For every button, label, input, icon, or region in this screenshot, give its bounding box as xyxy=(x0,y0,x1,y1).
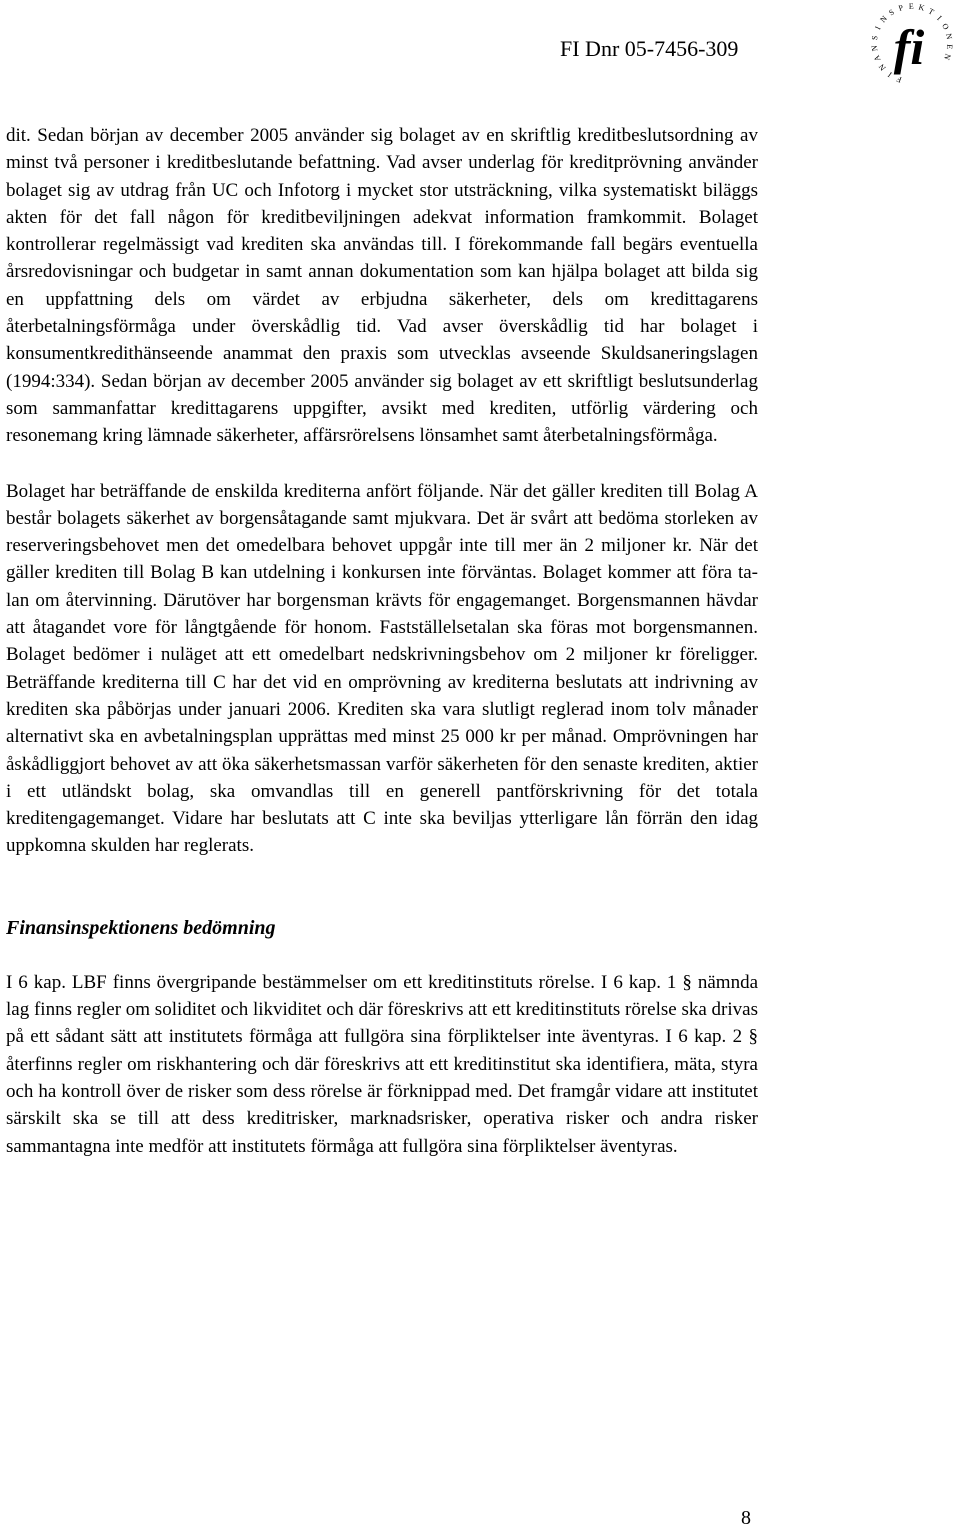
finansinspektionen-logo xyxy=(868,0,960,86)
page-number: 8 xyxy=(741,1507,751,1529)
logo-letter: I xyxy=(886,70,894,79)
logo-letter: N xyxy=(869,44,880,52)
logo-letter: N xyxy=(943,32,954,41)
body-paragraph-2: Bolaget har beträffande de enskilda krediterna anfört följande. När det gäller krediten till Bolag A består bolagets säkerhet av borgensåtagande samt mjukvara. Det är svårt att bedöma storleken av reserveringsbehovet men det omedelbara behovet uppgår inte till mer än 2 miljoner kr. När det gäller krediten till Bolag B kan utdelning i konkursen inte förväntas. Bolaget kommer att föra talan om återvinning. Därutöver har borgensman krävts för engagemanget. Borgensmannen hävdar att åtagandet vore för långtgående för honom. Fastställelsetalan ska föras mot borgensmannen. Bolaget bedömer i nuläget att ett omedelbart nedskrivningsbehov om 2 miljoner kr föreligger. Beträffande krediterna till C har det vid en omprövning av krediterna beslutats att indrivning av krediten ska påbörjas under januari 2006. Krediten ska vara slutligt reglerad inom tolv månader alternativt ska en avbetalningsplan upprättas med minst 25 000 kr per månad. Omprövningen har åskådliggjort behovet av att öka säkerhetsmassan varför säkerheten för den senaste krediten, aktier i ett utländskt bolag, ska omvandlas till en generell pantförskrivning för det totala kreditengagemanget. Vidare har beslutats att C inte ska beviljas ytterligare lån förrän den idag uppkomna skulden har reglerats. xyxy=(6,480,758,857)
logo-letter: T xyxy=(926,6,936,17)
document-body xyxy=(6,122,758,1160)
logo-letter: F xyxy=(895,74,903,85)
logo-letter: N xyxy=(877,62,888,73)
document-reference: FI Dnr 05-7456-309 xyxy=(560,36,739,61)
body-paragraph-1: dit. Sedan början av december 2005 använder sig bolaget av en skriftlig kreditbeslutsordning av minst två personer i kreditbeslutande befattning. Vad avser underlag för kreditprövning använder bolaget sig av utdrag från UC och Infotorg i mycket stor utsträckning, vilka systematiskt biläggs akten för det fall någon för kreditbeviljningen adekvat information framkommit. Bolaget kontrollerar regelmässigt vad krediten ska användas till. I förekommande fall begärs eventuella årsredovisningar och budgetar in samt annan dokumentation som kan hjälpa bolaget att bilda sig en uppfattning dels om värdet av erbjudna säkerheter, dels om kredittagarens återbetalningsförmåga under överskådlig tid. Vad avser överskådlig tid har bolaget i konsumentkredithänseende anammat den praxis som utvecklas avseende Skuldsaneringslagen (1994:334). Sedan början av december 2005 använder sig bolaget av ett skriftligt beslutsunderlag som sammanfattar kredittagarens uppgifter, avsikt med krediten, utförlig värdering och resonemang kring lämnade säkerheter, affärsrörelsens lönsamhet samt återbetalningsförmåga. xyxy=(6,125,758,447)
logo-letter: S xyxy=(870,34,880,41)
logo-letter: N xyxy=(878,14,889,25)
logo-letter: O xyxy=(940,21,951,32)
logo-letter: E xyxy=(908,1,914,11)
logo-letter: P xyxy=(897,3,905,13)
logo-letter: N xyxy=(942,52,953,62)
logo-letter: I xyxy=(873,24,883,32)
logo-letter: K xyxy=(917,2,926,13)
section-heading: Finansinspektionens bedömning xyxy=(6,916,276,939)
logo-letter: A xyxy=(871,53,883,63)
body-paragraph-3: I 6 kap. LBF finns övergripande bestämmelser om ett kreditinstituts rörelse. I 6 kap. 1 § nämnda lag finns regler om soliditet och likviditet och där föreskrivs att ett kreditinstituts rörelse ska drivas på ett sådant sätt att institutets förmåga att fullgöra sina förpliktelser inte äventyras. I 6 kap. 2 § återfinns regler om riskhantering och där föreskrivs att ett kreditinstitut ska identifiera, mäta, styra och ha kontroll över de risker som dess rörelse är förknippad med. Det framgår vidare att institutet särskilt ska se till att dess kreditrisker, marknadsrisker, operativa risker och andra risker sammantagna inte medför att institutets förmåga att fullgöra sina förpliktelser äventyras. xyxy=(6,971,758,1157)
finansinspektionen-logo-icon xyxy=(868,0,960,86)
logo-letter: S xyxy=(887,7,896,18)
logo-letter: E xyxy=(944,43,955,50)
logo-letter: I xyxy=(935,13,944,23)
logo-mark: fi xyxy=(893,19,925,75)
